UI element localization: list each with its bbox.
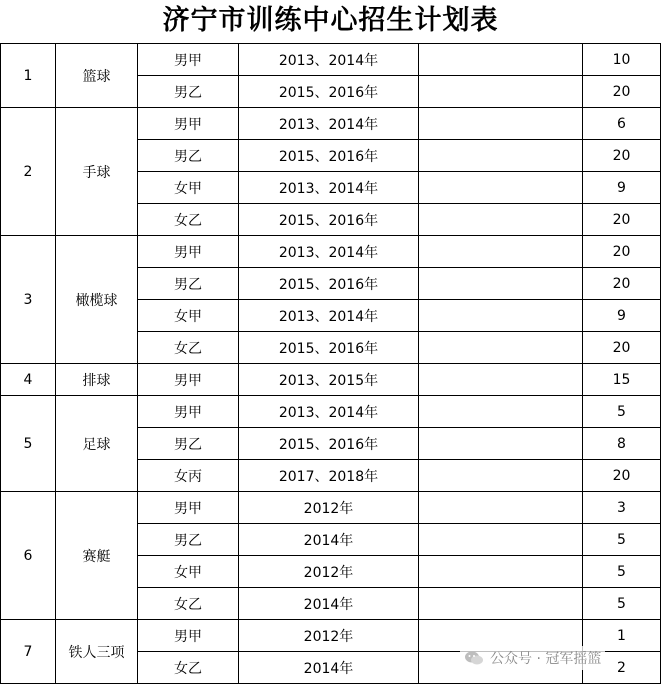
blank-cell [419,236,583,268]
enrollment-table [0,43,661,684]
birth-years-cell: 2012年 [239,556,419,588]
quota-cell: 20 [583,140,661,172]
table-body [1,44,661,684]
age-group-cell: 男乙 [138,268,239,300]
item-number-cell: 7 [1,620,56,684]
birth-years-cell: 2013、2015年 [239,364,419,396]
blank-cell [419,44,583,76]
quota-cell: 8 [583,428,661,460]
age-group-cell: 男甲 [138,364,239,396]
watermark-label: 公众号 · 冠军摇篮 [490,651,602,667]
sport-name-cell: 篮球 [56,44,138,108]
sport-name-cell: 铁人三项 [56,620,138,684]
birth-years-cell: 2015、2016年 [239,140,419,172]
quota-cell: 5 [583,524,661,556]
birth-years-cell: 2012年 [239,492,419,524]
age-group-cell: 女甲 [138,300,239,332]
quota-cell: 20 [583,204,661,236]
item-number-cell: 2 [1,108,56,236]
age-group-cell: 男乙 [138,524,239,556]
quota-cell: 5 [583,556,661,588]
birth-years-cell: 2014年 [239,588,419,620]
blank-cell [419,140,583,172]
age-group-cell: 女甲 [138,172,239,204]
age-group-cell: 男甲 [138,44,239,76]
page-title: 济宁市训练中心招生计划表 [162,5,499,36]
quota-cell: 3 [583,492,661,524]
sport-name-cell: 排球 [56,364,138,396]
blank-cell [419,204,583,236]
blank-cell [419,268,583,300]
age-group-cell: 女乙 [138,204,239,236]
blank-cell [419,172,583,204]
quota-cell: 5 [583,396,661,428]
age-group-cell: 女甲 [138,556,239,588]
sport-name-cell: 橄榄球 [56,236,138,364]
age-group-cell: 男乙 [138,428,239,460]
quota-cell: 20 [583,332,661,364]
birth-years-cell: 2012年 [239,620,419,652]
quota-cell: 20 [583,268,661,300]
age-group-cell: 男甲 [138,396,239,428]
blank-cell [419,524,583,556]
item-number-cell: 4 [1,364,56,396]
birth-years-cell: 2014年 [239,524,419,556]
quota-cell: 20 [583,76,661,108]
quota-cell: 9 [583,300,661,332]
item-number-cell: 1 [1,44,56,108]
birth-years-cell: 2013、2014年 [239,300,419,332]
sport-name-cell: 赛艇 [56,492,138,620]
birth-years-cell: 2013、2014年 [239,396,419,428]
blank-cell [419,396,583,428]
blank-cell [419,364,583,396]
age-group-cell: 男乙 [138,76,239,108]
quota-cell: 10 [583,44,661,76]
birth-years-cell: 2013、2014年 [239,172,419,204]
age-group-cell: 男乙 [138,140,239,172]
birth-years-cell: 2013、2014年 [239,108,419,140]
birth-years-cell: 2015、2016年 [239,204,419,236]
quota-cell: 20 [583,236,661,268]
age-group-cell: 女乙 [138,652,239,684]
quota-cell: 1 [583,620,661,652]
quota-cell: 6 [583,108,661,140]
blank-cell [419,460,583,492]
birth-years-cell: 2013、2014年 [239,236,419,268]
quota-cell: 15 [583,364,661,396]
quota-cell: 5 [583,588,661,620]
birth-years-cell: 2017、2018年 [239,460,419,492]
table-row [1,492,661,524]
blank-cell [419,108,583,140]
blank-cell [419,76,583,108]
blank-cell [419,332,583,364]
item-number-cell: 5 [1,396,56,492]
birth-years-cell: 2015、2016年 [239,268,419,300]
watermark [460,646,605,670]
birth-years-cell: 2015、2016年 [239,332,419,364]
age-group-cell: 男甲 [138,620,239,652]
age-group-cell: 女乙 [138,332,239,364]
quota-cell: 9 [583,172,661,204]
table-row [1,364,661,396]
age-group-cell: 男甲 [138,108,239,140]
blank-cell [419,556,583,588]
blank-cell [419,300,583,332]
table-row [1,396,661,428]
birth-years-cell: 2013、2014年 [239,44,419,76]
sport-name-cell: 手球 [56,108,138,236]
blank-cell [419,588,583,620]
table-row [1,236,661,268]
age-group-cell: 女丙 [138,460,239,492]
item-number-cell: 3 [1,236,56,364]
birth-years-cell: 2014年 [239,652,419,684]
birth-years-cell: 2015、2016年 [239,76,419,108]
quota-cell: 20 [583,460,661,492]
blank-cell [419,492,583,524]
sport-name-cell: 足球 [56,396,138,492]
table-row [1,108,661,140]
age-group-cell: 女乙 [138,588,239,620]
birth-years-cell: 2015、2016年 [239,428,419,460]
table-row [1,44,661,76]
blank-cell [419,428,583,460]
wechat-icon [464,650,484,666]
item-number-cell: 6 [1,492,56,620]
age-group-cell: 男甲 [138,236,239,268]
quota-cell: 2 [583,652,661,684]
age-group-cell: 男甲 [138,492,239,524]
